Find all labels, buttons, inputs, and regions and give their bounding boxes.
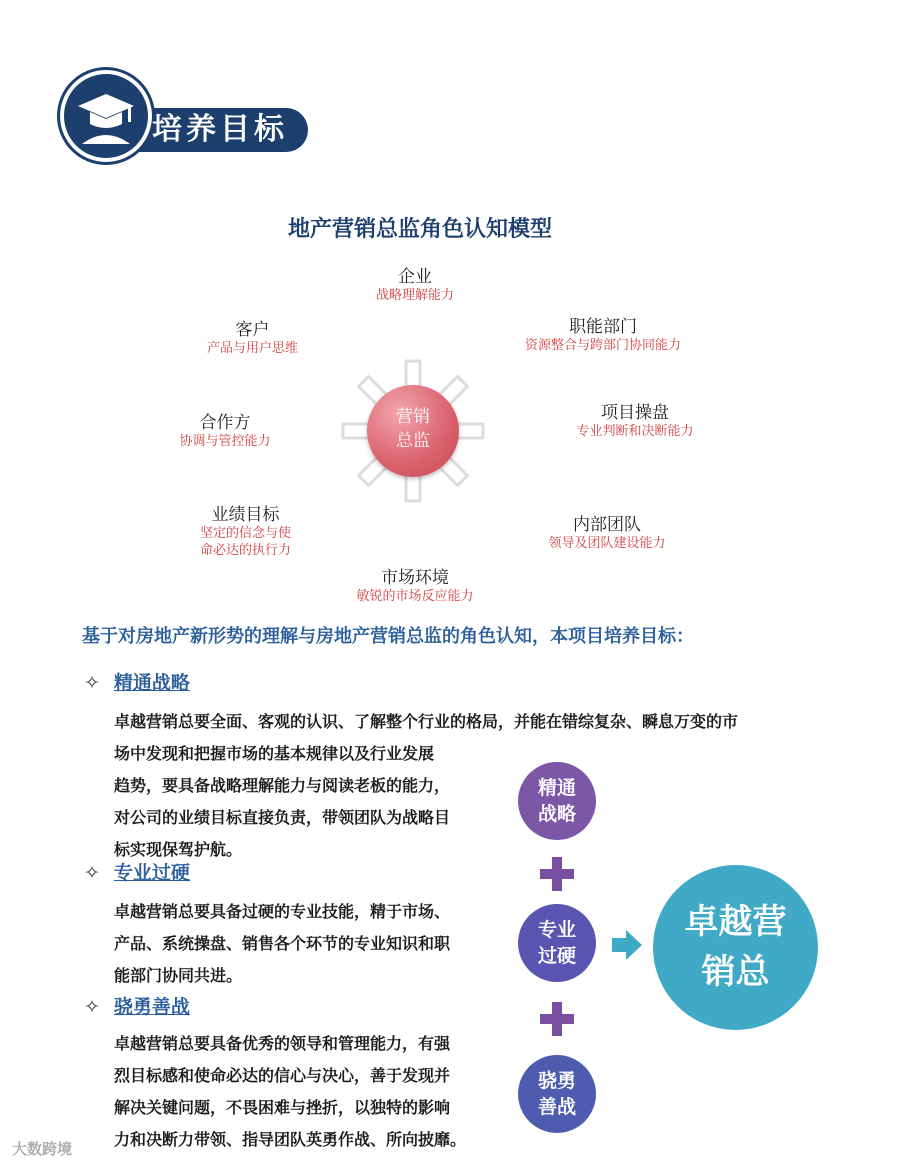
bubble-brave xyxy=(518,1055,596,1133)
node-project-ops xyxy=(555,398,715,440)
result-line: 销总 xyxy=(701,952,770,992)
para-line: 能部门协同共进。 xyxy=(114,966,243,985)
header-title: 培养目标 xyxy=(152,112,288,147)
node-performance xyxy=(178,500,313,559)
para-line: 解决关键问题，不畏困难与挫折，以独特的影响 xyxy=(114,1098,451,1117)
para-line: 趋势，要具备战略理解能力与阅读老板的能力， xyxy=(114,776,451,795)
node-sub: 命必达的执行力 xyxy=(199,543,291,558)
bubble-strategy xyxy=(518,762,596,840)
para-line: 对公司的业绩目标直接负责，带领团队为战略目 xyxy=(114,808,451,827)
watermark: 大数跨境 xyxy=(12,1140,73,1158)
node-enterprise xyxy=(350,262,480,304)
star-icon: ✧ xyxy=(84,672,100,694)
bubble-line: 骁勇 xyxy=(537,1070,576,1092)
para-line: 力和决断力带领、指导团队英勇作战、所向披靡。 xyxy=(114,1130,467,1149)
node-sub: 协调与管控能力 xyxy=(179,434,271,449)
node-sub: 敏锐的市场反应能力 xyxy=(356,589,474,604)
section-title-professional xyxy=(84,858,190,885)
bubble-line: 专业 xyxy=(537,919,576,941)
result-circle xyxy=(653,865,818,1030)
node-title: 市场环境 xyxy=(381,568,449,588)
section-title-label: 骁勇善战 xyxy=(113,996,190,1018)
section-title-label: 精通战略 xyxy=(113,672,190,694)
para-line: 标实现保驾护航。 xyxy=(114,840,243,859)
node-title: 业绩目标 xyxy=(211,505,280,525)
node-title: 内部团队 xyxy=(573,515,641,535)
node-sub: 战略理解能力 xyxy=(375,288,454,303)
diagram-title: 地产营销总监角色认知模型 xyxy=(287,217,552,242)
section-paragraph-strategy xyxy=(114,706,738,866)
section-title-label: 专业过硬 xyxy=(113,862,190,884)
result-line: 卓越营 xyxy=(684,902,787,942)
bubble-line: 战略 xyxy=(537,803,576,825)
node-sub: 专业判断和决断能力 xyxy=(576,424,694,439)
section-title-strategy xyxy=(84,668,190,695)
node-title: 项目操盘 xyxy=(601,403,669,423)
center-line1: 营销 xyxy=(396,407,430,427)
node-title: 客户 xyxy=(235,320,270,340)
arrow-right-icon xyxy=(612,928,644,962)
para-line: 产品、系统操盘、销售各个环节的专业知识和职 xyxy=(114,934,451,953)
section-paragraph-professional xyxy=(114,896,450,992)
node-title: 合作方 xyxy=(199,413,251,433)
section-paragraph-brave xyxy=(114,1028,466,1156)
bubble-professional xyxy=(518,904,596,982)
para-line: 卓越营销总要具备优秀的领导和管理能力，有强 xyxy=(114,1034,451,1053)
star-icon: ✧ xyxy=(84,996,100,1018)
bubble-line: 精通 xyxy=(537,777,576,799)
para-line: 卓越营销总要全面、客观的认识、了解整个行业的格局，并能在错综复杂、瞬息万变的市 xyxy=(114,712,739,731)
node-customer xyxy=(185,315,320,357)
node-title: 企业 xyxy=(398,267,432,287)
para-line: 场中发现和把握市场的基本规律以及行业发展 xyxy=(114,744,435,763)
bubble-line: 善战 xyxy=(537,1096,576,1118)
para-line: 卓越营销总要具备过硬的专业技能，精于市场、 xyxy=(114,902,451,921)
node-sub: 产品与用户思维 xyxy=(206,341,298,356)
node-functional-dept xyxy=(498,312,708,354)
node-sub: 领导及团队建设能力 xyxy=(548,536,666,551)
section-title-brave xyxy=(84,992,190,1019)
center-node xyxy=(367,385,459,477)
node-market-env xyxy=(335,563,495,605)
intro-text: 基于对房地产新形势的理解与房地产营销总监的角色认知，本项目培养目标： xyxy=(82,626,694,647)
node-internal-team xyxy=(527,510,687,552)
node-sub: 坚定的信念与使 xyxy=(199,526,291,541)
plus-icon xyxy=(540,857,574,891)
star-icon: ✧ xyxy=(84,862,100,884)
center-line2: 总监 xyxy=(396,431,430,451)
bubble-line: 过硬 xyxy=(537,945,576,967)
node-title: 职能部门 xyxy=(569,317,637,337)
node-partner xyxy=(160,408,290,450)
plus-icon xyxy=(540,1002,574,1036)
node-sub: 资源整合与跨部门协同能力 xyxy=(524,338,681,353)
para-line: 烈目标感和使命必达的信心与决心，善于发现并 xyxy=(114,1066,451,1085)
